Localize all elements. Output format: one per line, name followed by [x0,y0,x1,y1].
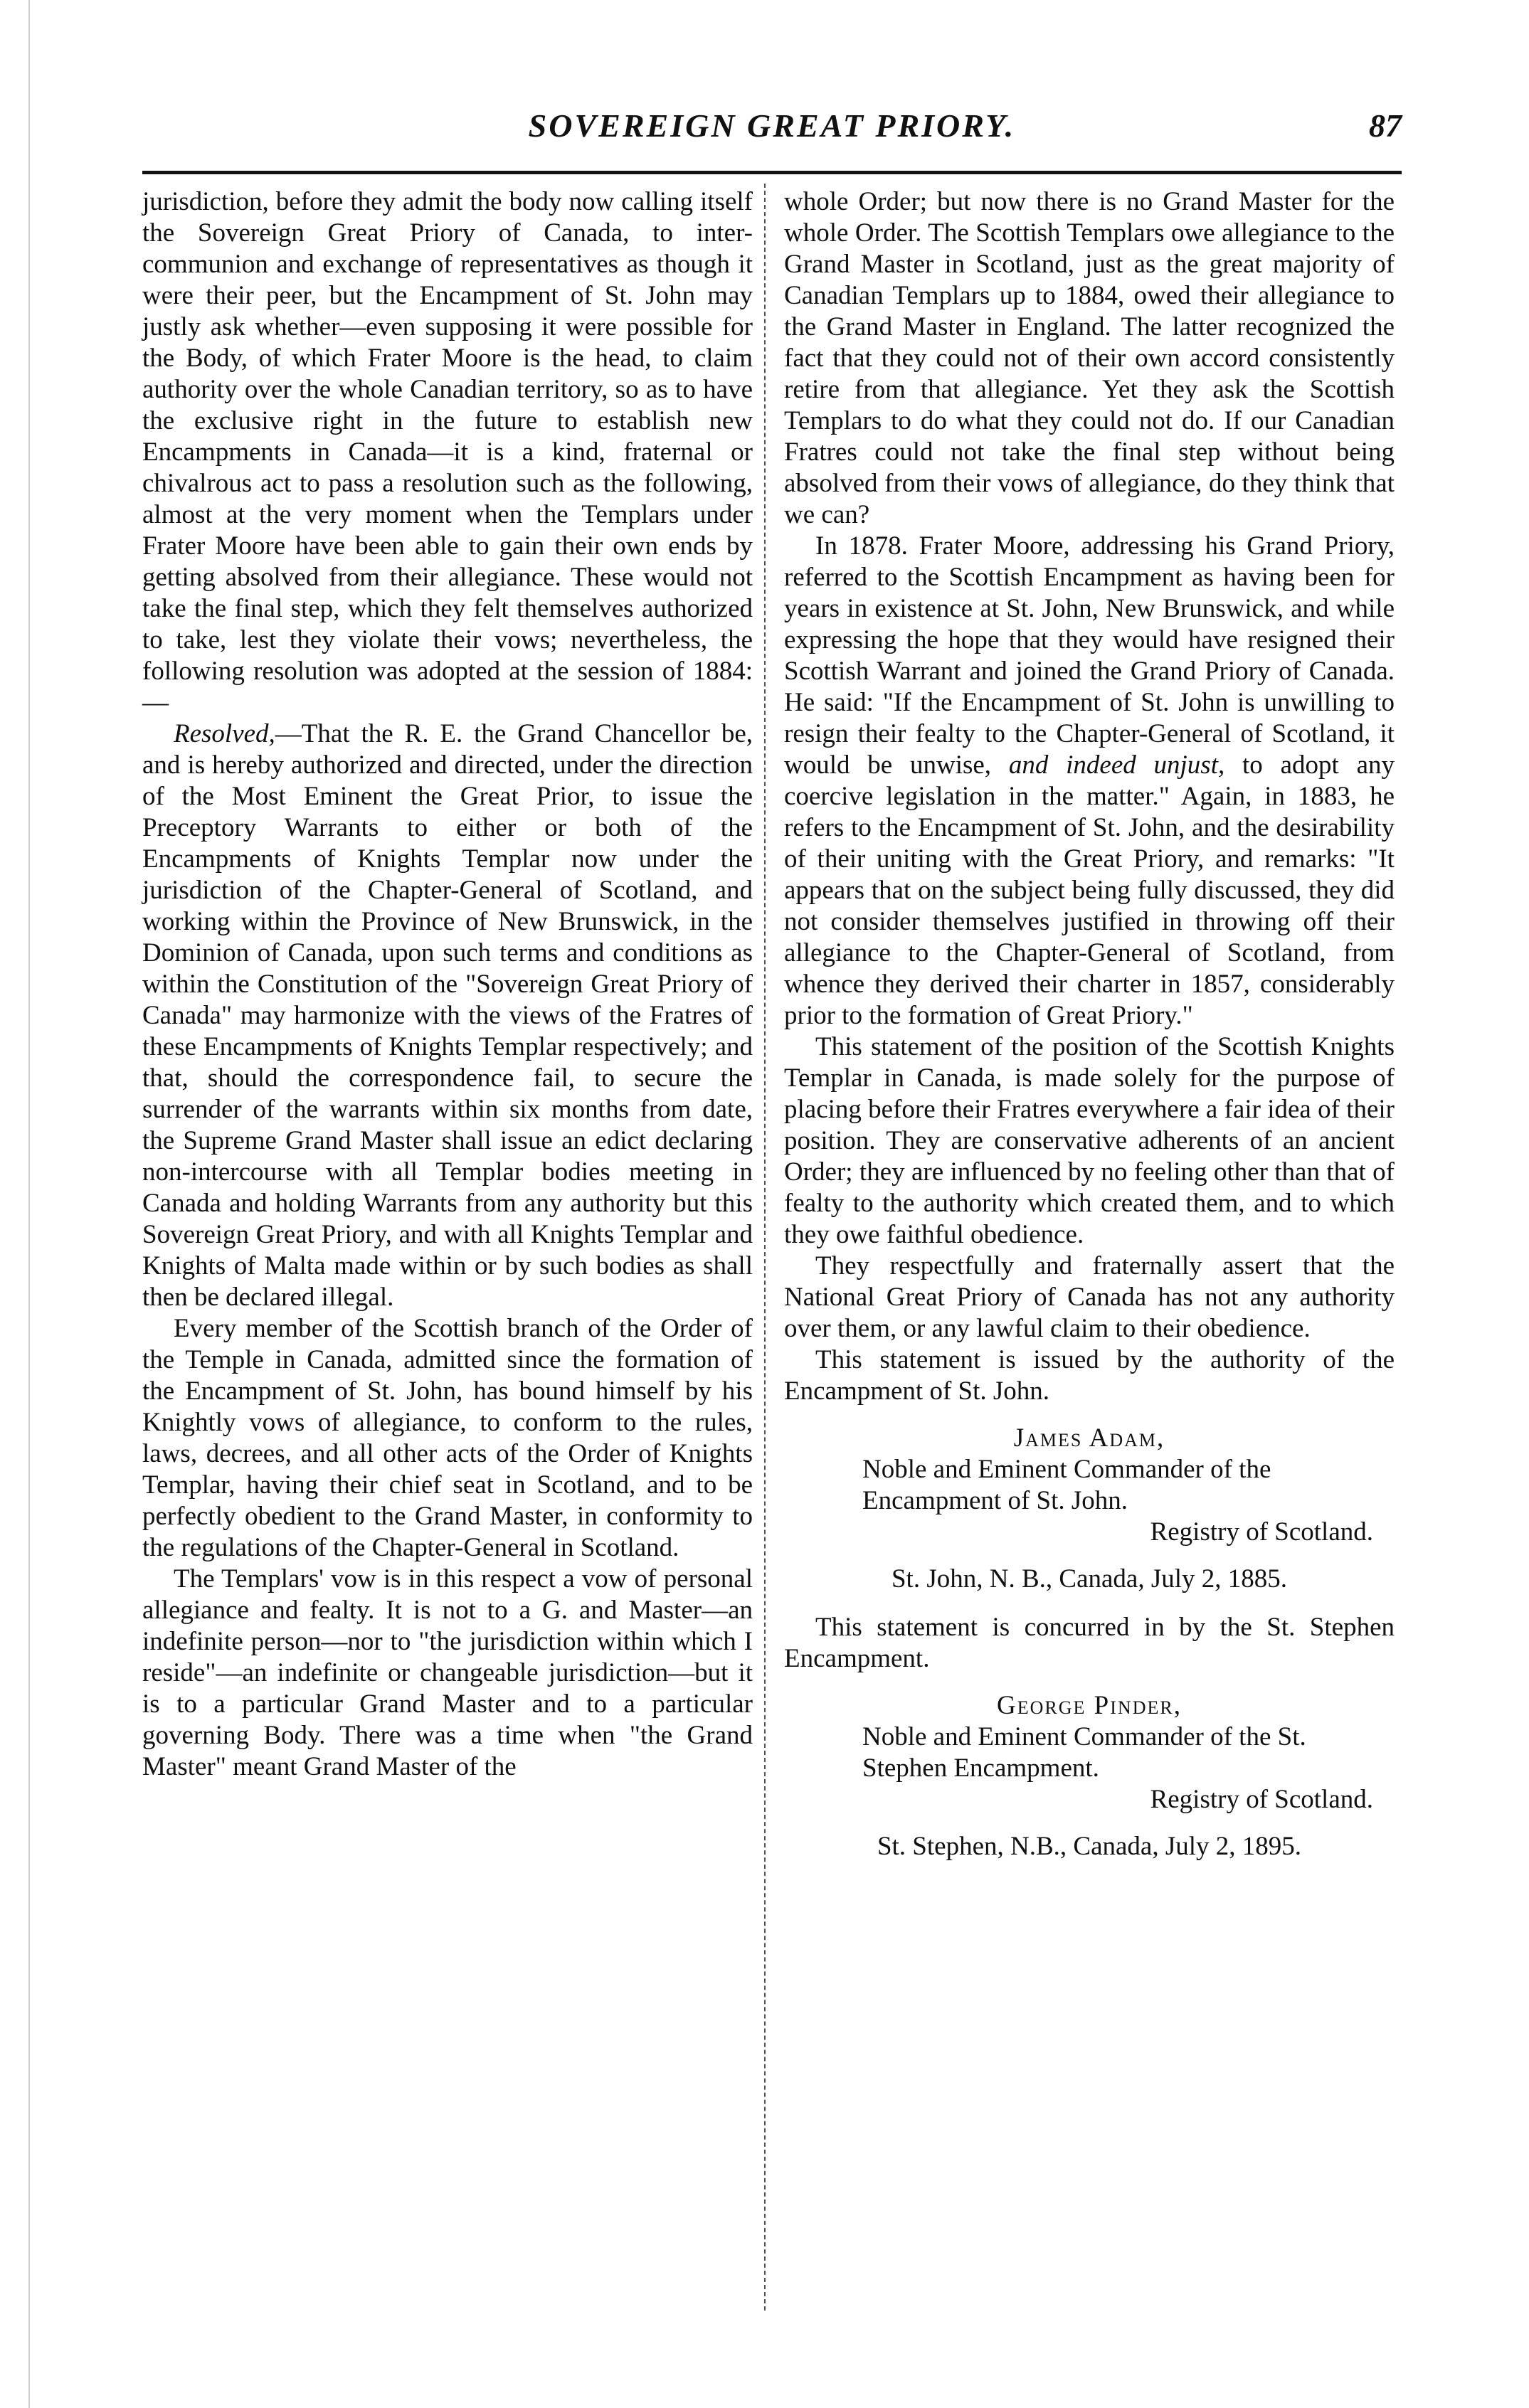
page-number: 87 [1369,107,1402,144]
paragraph-right-5: This statement is issued by the authority of the Encampment of St. John. [784,1345,1395,1406]
signature-name-1: James Adam, [1013,1423,1165,1453]
paragraph-right-3: This statement of the position of the Scottish Knights Templar in Canada, is made solely for the purpose of placing before their Fratres everywhere a fair idea of their position. They are conservative adherents of an ancient Order; they are influenced by no feeling other than that of fealty to the authority which created them, and to which they owe faithful obedience. [784,1032,1395,1249]
dateline-2: St. Stephen, N.B., Canada, July 2, 1895. [877,1832,1302,1861]
column-divider [764,184,766,2311]
paragraph-right-2 [784,531,1395,1031]
paragraph-right-2-italic: and indeed unjust, [1008,750,1225,780]
signature-registry-1: Registry of Scotland. [1150,1517,1373,1547]
signature-title-1: Noble and Eminent Commander of the Encampment of St. John. [862,1455,1271,1515]
running-header [135,107,1409,157]
paragraph-right-4: They respectfully and fraternally assert that the National Great Priory of Canada has not any authority over them, or any lawful claim to their obedience. [784,1251,1395,1343]
paragraph-right-6: This statement is concurred in by the St. Stephen Encampment. [784,1613,1395,1673]
right-column [784,186,1395,1862]
paragraph-left-1: jurisdiction, before they admit the body now calling itself the Sovereign Great Priory of Canada, to inter-communion and exchange of representatives as though it were their peer, but the Encampment of St. John may justly ask whether—even supposing it were possible for the Body, of which Frater Moore is the head, to claim authority over the whole Canadian territory, so as to have the exclusive right in the future to establish new Encampments in Canada—it is a kind, fraternal or chivalrous act to pass a resolution such as the following, almost at the very moment when the Templars under Frater Moore have been able to gain their own ends by getting absolved from their allegiance. These would not take the final step, which they felt themselves authorized to take, lest they violate their vows; nevertheless, the following resolution was adopted at the session of 1884:— [142,187,753,717]
signature-name-2: George Pinder, [997,1691,1182,1720]
page-edge-rule [28,0,30,2408]
paragraph-left-4: The Templars' vow is in this respect a vow of personal allegiance and fealty. It is not to a G. and Master—an indefinite person—nor to "the jurisdiction within which I reside"—an indefinite or changeable jurisdiction—but it is to a particular Grand Master and to a particular governing Body. There was a time when "the Grand Master" meant Grand Master of the [142,1564,753,1781]
resolution-paragraph [142,718,753,1313]
header-rule [142,171,1402,174]
resolved-word: Resolved, [174,719,275,748]
resolution-text: —That the R. E. the Grand Chancellor be, and is hereby authorized and directed, under the direction of the Most Eminent the Great Prior, to issue the Preceptory Warrants to either or both of the Encampments of Knights Templar now under the jurisdiction of the Chapter-General of Scotland, and working within the Province of New Brunswick, in the Dominion of Canada, upon such terms and conditions as within the Constitution of the "Sovereign Great Priory of Canada" may harmonize with the views of the Fratres of these Encampments of Knights Templar respectively; and that, should the correspondence fail, to secure the surrender of the warrants within six months from date, the Supreme Grand Master shall issue an edict declaring non-intercourse with all Templar bodies meeting in Canada and holding Warrants from any authority but this Sovereign Great Priory, and with all Knights Templar and Knights of Malta made within or by such bodies as shall then be declared illegal. [142,719,753,1312]
running-title: SOVEREIGN GREAT PRIORY. [528,107,1016,144]
signature-title-2: Noble and Eminent Commander of the St. Stephen Encampment. [862,1722,1306,1783]
left-column [142,186,753,1783]
paragraph-right-2-end: to adopt any coercive legislation in the matter." Again, in 1883, he refers to the Encampment of St. John, and the desirability of their uniting with the Great Priory, and remarks: "It appears that on the subject being fully discussed, they did not consider themselves justified in throwing off their allegiance to the Chapter-General of Scotland, from whence they derived their charter in 1857, considerably prior to the formation of Great Priory." [784,750,1395,1030]
paragraph-right-2-start: In 1878. Frater Moore, addressing his Grand Priory, referred to the Scottish Encampment as having been for years in existence at St. John, New Brunswick, and while expressing the hope that they would have resigned their Scottish Warrant and joined the Grand Priory of Canada. He said: "If the Encampment of St. John is unwilling to resign their fealty to the Chapter-General of Scotland, it would be unwise, [784,531,1395,780]
paragraph-left-3: Every member of the Scottish branch of the Order of the Temple in Canada, admitted since the formation of the Encampment of St. John, has bound himself by his Knightly vows of allegiance, to conform to the rules, laws, decrees, and all other acts of the Order of Knights Templar, having their chief seat in Scotland, and to be perfectly obedient to the Grand Master, in conformity to the regulations of the Chapter-General in Scotland. [142,1314,753,1562]
signature-registry-2: Registry of Scotland. [1150,1785,1373,1814]
paragraph-right-1: whole Order; but now there is no Grand Master for the whole Order. The Scottish Templars owe allegiance to the Grand Master in Scotland, just as the great majority of Canadian Templars up to 1884, owed their allegiance to the Grand Master in England. The latter recognized the fact that they could not of their own accord consistently retire from that allegiance. Yet they ask the Scottish Templars to do what they could not do. If our Canadian Fratres could not take the final step without being absolved from their vows of allegiance, do they think that we can? [784,187,1395,529]
dateline-1: St. John, N. B., Canada, July 2, 1885. [891,1564,1288,1593]
